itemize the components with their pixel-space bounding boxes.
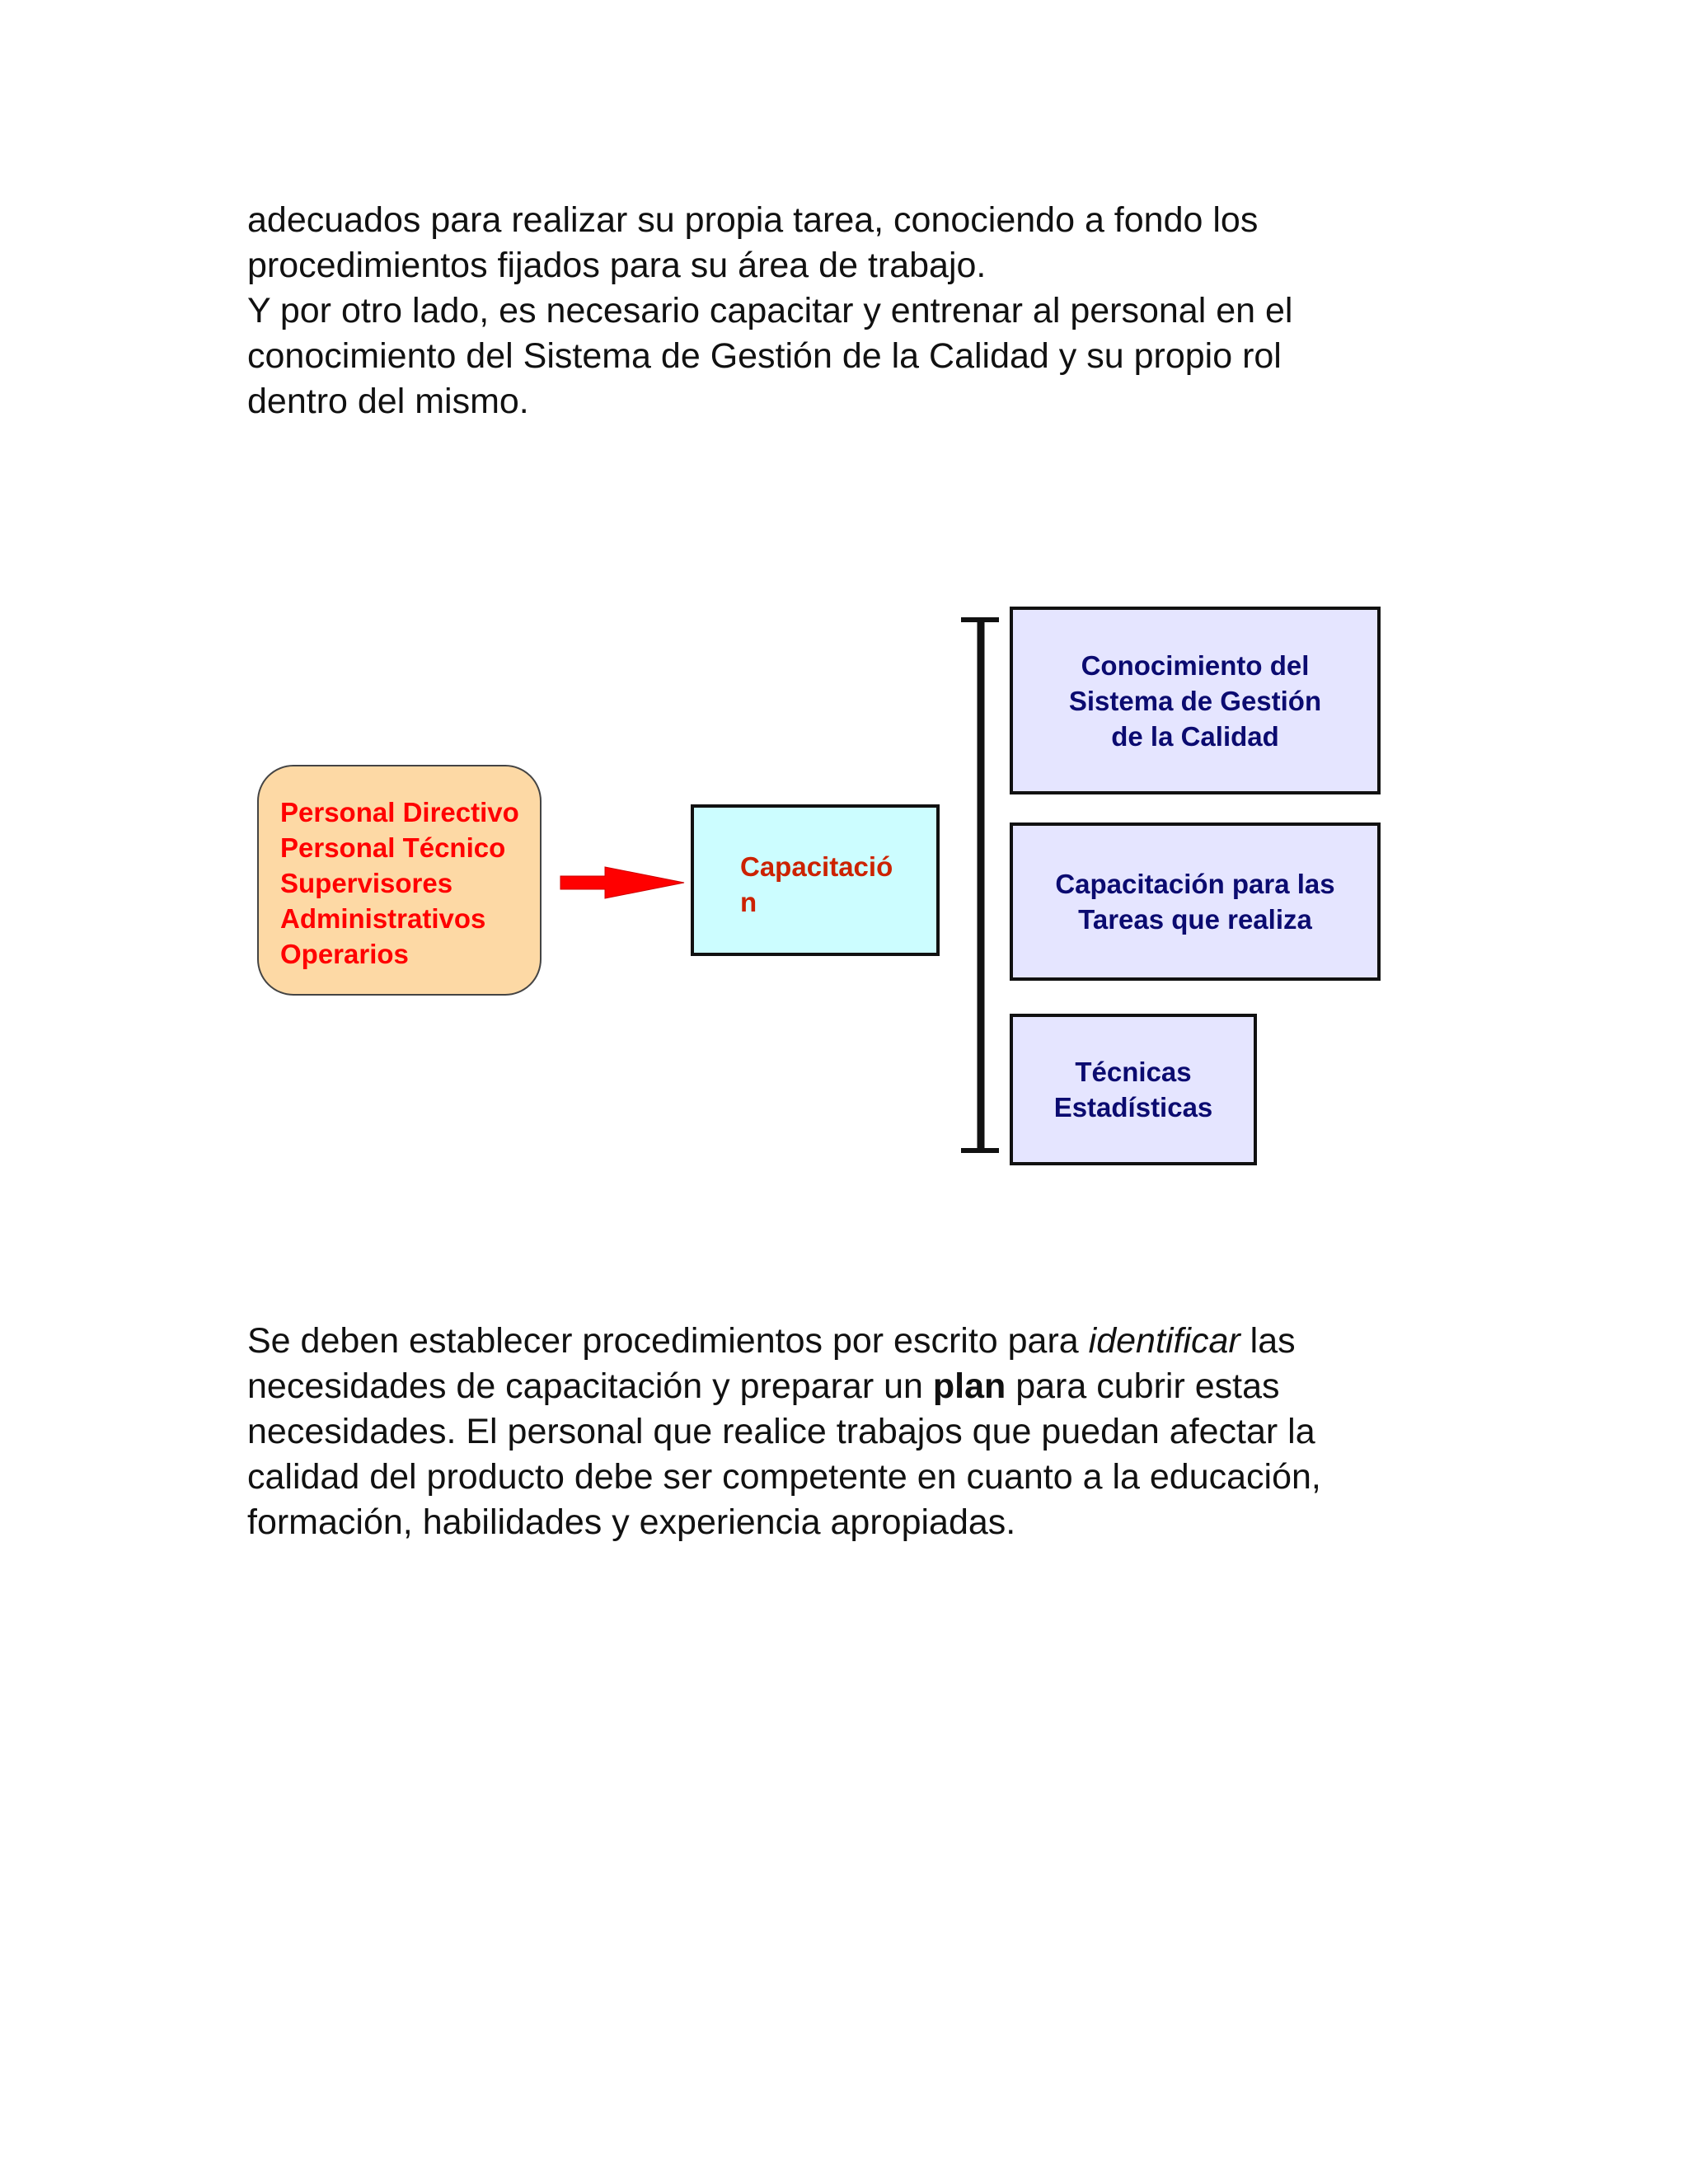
text-run: las xyxy=(1240,1321,1296,1361)
component-label-line: Conocimiento del xyxy=(1081,649,1310,681)
paragraph-line: necesidades. El personal que realice trabajos que puedan afectar la xyxy=(247,1412,1315,1451)
paragraph-line: procedimientos fijados para su área de trabajo. xyxy=(247,246,987,285)
component-box-tecnicas xyxy=(1010,1014,1257,1165)
bottom-paragraph xyxy=(247,1319,1467,1545)
component-label-line: Tareas que realiza xyxy=(1078,904,1312,935)
text-run: Se deben establecer procedimientos por escrito para xyxy=(247,1321,1089,1361)
bracket xyxy=(961,620,999,1151)
right-arrow-icon xyxy=(560,867,684,898)
personnel-item: Personal Técnico xyxy=(280,832,506,863)
component-label-line: de la Calidad xyxy=(1111,720,1279,752)
capacitacion-box xyxy=(691,804,940,956)
component-label-line: Sistema de Gestión xyxy=(1068,685,1322,716)
personnel-item: Operarios xyxy=(280,939,409,969)
paragraph-line: Y por otro lado, es necesario capacitar y entrenar al personal en el xyxy=(247,291,1293,330)
personnel-item: Personal Directivo xyxy=(280,797,519,827)
paragraph-line: dentro del mismo. xyxy=(247,382,529,421)
paragraph-line: calidad del producto debe ser competente en cuanto a la educación, xyxy=(247,1457,1321,1497)
component-label-line: Estadísticas xyxy=(1053,1092,1213,1122)
capacitacion-label-line: Capacitació xyxy=(740,851,893,882)
personnel-box xyxy=(257,765,542,996)
paragraph-line: adecuados para realizar su propia tarea, conociendo a fondo los xyxy=(247,200,1259,240)
text-run: necesidades de capacitación y preparar un xyxy=(247,1366,933,1406)
component-label-line: Capacitación para las xyxy=(1055,869,1335,899)
component-box-sgc xyxy=(1010,607,1381,794)
component-label-line: Técnicas xyxy=(1075,1057,1192,1087)
paragraph-line: formación, habilidades y experiencia apropiadas. xyxy=(247,1502,1016,1542)
personnel-item: Administrativos xyxy=(280,903,486,934)
component-box-tareas xyxy=(1010,823,1381,981)
bold-plan: plan xyxy=(932,1366,1006,1406)
text-run: para cubrir estas xyxy=(1006,1366,1280,1406)
paragraph-line xyxy=(247,1364,1467,1409)
paragraph-line xyxy=(247,1319,1467,1364)
emphasis-identificar: identificar xyxy=(1088,1321,1240,1361)
capacitacion-label-line: n xyxy=(740,887,757,917)
personnel-item: Supervisores xyxy=(280,868,453,898)
paragraph-line: conocimiento del Sistema de Gestión de la Calidad y su propio rol xyxy=(247,336,1282,376)
